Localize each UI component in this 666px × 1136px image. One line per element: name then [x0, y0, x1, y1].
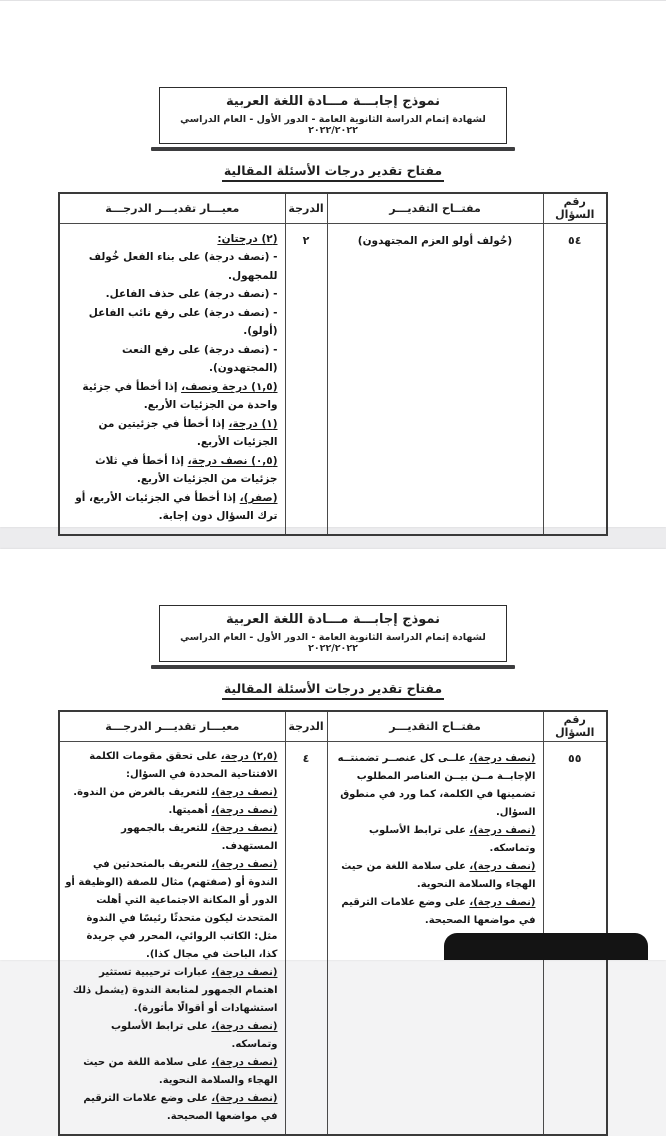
text-line: (نصف درجة)، على ترابط الأسلوب وتماسكه.	[368, 824, 536, 854]
text-line: (حُولف أولو العزم المجتهدون)	[357, 234, 513, 247]
col-header-grade: الدرجة	[285, 711, 327, 741]
document-header	[0, 549, 666, 669]
grading-key-cell	[327, 223, 543, 535]
header-box	[159, 605, 507, 662]
col-header-grading-key: مفتــاح التقديـــر	[327, 711, 543, 741]
question-number: ٥٤	[543, 223, 607, 535]
header-divider	[151, 147, 515, 151]
col-header-question-number: رقم السؤال	[543, 711, 607, 741]
header-divider	[151, 665, 515, 669]
col-header-criteria: معيـــار تقديـــر الدرجـــة	[59, 711, 285, 741]
text-line: (نصف درجة)، للتعريف بالغرض من الندوة.	[73, 786, 278, 798]
text-line: (١) درجة، إذا أخطأ في جزئيتين من الجزئيات الأربع.	[98, 417, 278, 448]
text-line: (نصف درجة)، للتعريف بالجمهور المستهدف.	[121, 822, 278, 852]
col-header-criteria: معيـــار تقديـــر الدرجـــة	[59, 193, 285, 223]
grading-table	[58, 710, 608, 1136]
text-line: (نصف درجة)، على وضع علامات الترقيم في مواضعها الصحيحة.	[83, 1092, 278, 1122]
text-line: (١,٥) درجة ونصف، إذا أخطأ في جزئية واحدة من الجزئيات الأربع.	[82, 380, 278, 411]
text-line: (نصف درجة)، عبارات ترحيبية تستثير اهتمام الجمهور لمتابعة الندوة (يشمل ذلك استشهادات أو أقوالًا مأثورة).	[72, 966, 278, 1014]
text-line: (نصف درجة)، على ترابط الأسلوب وتماسكه.	[110, 1020, 278, 1050]
text-line: (٠,٥) نصف درجة، إذا أخطأ في ثلاث جزئيات من الجزئيات الأربع.	[95, 454, 278, 485]
question-number: ٥٥	[543, 741, 607, 1135]
text-line: - (نصف درجة) على بناء الفعل خُولف للمجهول.	[88, 251, 278, 282]
document-subtitle: لشهادة إتمام الدراسة الثانوية العامة - الدور الأول - العام الدراسي ٢٠٢٢/٢٠٢٢	[180, 632, 486, 654]
document-subtitle: لشهادة إتمام الدراسة الثانوية العامة - الدور الأول - العام الدراسي ٢٠٢٢/٢٠٢٢	[180, 114, 486, 136]
page-1	[0, 0, 666, 527]
col-header-grading-key: مفتــاح التقديـــر	[327, 193, 543, 223]
criteria-cell	[59, 741, 285, 1135]
text-line: (صفر)، إذا أخطأ في الجزئيات الأربع، أو ترك السؤال دون إجابة.	[75, 491, 278, 522]
text-line: (نصف درجة)، على سلامة اللغة من حيث الهجاء والسلامة النحوية.	[341, 860, 536, 890]
table-header-row	[59, 193, 607, 223]
col-header-grade: الدرجة	[285, 193, 327, 223]
criteria-cell	[59, 223, 285, 535]
grade-value: ٤	[285, 741, 327, 1135]
text-line: (٢,٥) درجة، على تحقق مقومات الكلمة الافتتاحية المحددة في السؤال:	[89, 750, 278, 780]
text-line: (نصف درجة)، أهميتها.	[168, 804, 278, 816]
text-line: - (نصف درجة) على رفع نائب الفاعل (أولو).	[88, 306, 278, 337]
page-2	[0, 549, 666, 1122]
text-line: (نصف درجة)، على وضع علامات الترقيم في مواضعها الصحيحة.	[341, 896, 536, 926]
text-line: - (نصف درجة) على حذف الفاعل.	[105, 288, 278, 300]
grade-value: ٢	[285, 223, 327, 535]
document-header	[0, 1, 666, 151]
section-title: مفتاح تقدير درجات الأسئلة المقالية	[222, 163, 444, 182]
text-line: (٢) درجتان:	[217, 232, 278, 245]
table-header-row	[59, 711, 607, 741]
section-title-wrap	[0, 678, 666, 700]
table-row	[59, 223, 607, 535]
col-header-question-number: رقم السؤال	[543, 193, 607, 223]
text-line: (نصف درجة)، على سلامة اللغة من حيث الهجاء والسلامة النحوية.	[83, 1056, 278, 1086]
text-line: (نصف درجة)، علــى كل عنصــر تضمنتــه الإجابــة مــن بيــن العناصر المطلوب تضمينها في الكلمة، كما ورد في منطوق السؤال.	[337, 752, 536, 818]
document-title: نموذج إجابـــة مـــادة اللغة العربية	[226, 612, 440, 627]
text-line: (نصف درجة)، للتعريف بالمتحدثين في الندوة أو (صفتهم) مثال للصفة (الوظيفة أو الدور أو المكانة الاجتماعية التي أهلت المتحدث ليكون متحدثًا رئيسًا في الندوة مثل: الكاتب الروائي، المحرر في جريدة كذا، الباحث في مجال كذا).	[65, 858, 278, 960]
section-title-wrap	[0, 160, 666, 182]
document-title: نموذج إجابـــة مـــادة اللغة العربية	[226, 94, 440, 109]
watermark-bar	[444, 933, 648, 960]
section-title: مفتاح تقدير درجات الأسئلة المقالية	[222, 681, 444, 700]
grading-table	[58, 192, 608, 536]
header-box	[159, 87, 507, 144]
text-line: - (نصف درجة) على رفع النعت (المجتهدون).	[122, 343, 278, 374]
